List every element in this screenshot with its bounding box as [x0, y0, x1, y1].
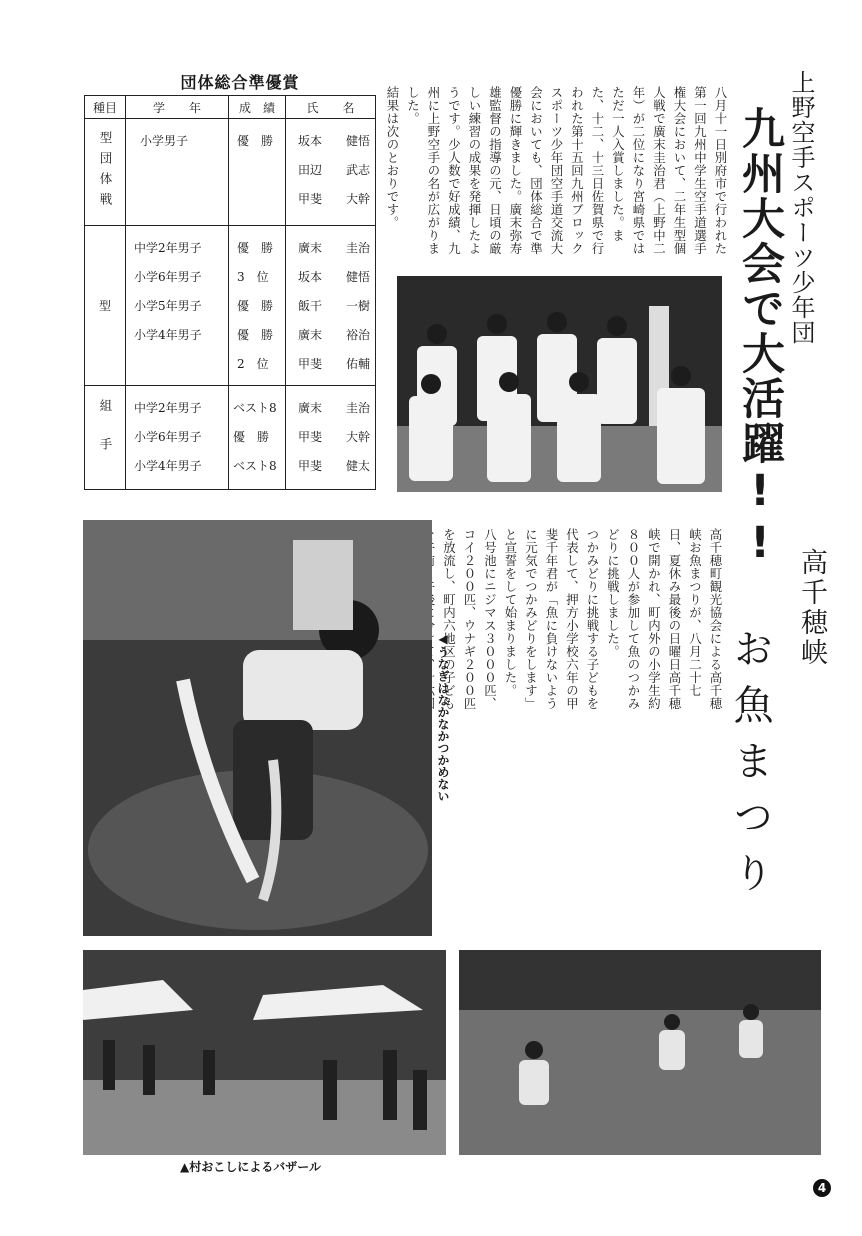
result-cell: 優 勝: [237, 299, 274, 313]
grade-cell: 小学6年男子: [134, 270, 202, 284]
name-cell: 田辺 武志: [298, 163, 371, 177]
category-label: 組手: [98, 399, 113, 476]
name-cell: 甲斐 佑輔: [298, 357, 371, 371]
name-cell: 廣末 圭治: [298, 401, 371, 415]
name-cell: 廣末 圭治: [298, 241, 371, 255]
grade-cell: 中学2年男子: [134, 241, 202, 255]
result-cell: 優 勝: [237, 328, 274, 342]
grade-cell: 小学男子: [140, 134, 189, 148]
result-cell: 3 位: [237, 270, 269, 284]
category-cell: [85, 119, 126, 226]
category-cell: [85, 226, 126, 386]
karate-team-photo: [397, 276, 722, 492]
fish-festival-body-a: [441, 528, 725, 721]
header-grade: 学 年: [126, 96, 229, 119]
header-name: 氏 名: [286, 96, 376, 119]
name-cell: 甲斐 健太: [298, 459, 371, 473]
category-label: 型団体戦: [98, 131, 113, 213]
category-cell: [85, 386, 126, 490]
name-cell: 飯干 一樹: [298, 299, 371, 313]
page-number: 4: [813, 1179, 831, 1197]
fish-festival-title: お魚まつり: [727, 628, 773, 908]
table-row: [85, 386, 376, 490]
bazaar-photo: [83, 950, 446, 1155]
grade-cell: 小学4年男子: [134, 328, 202, 342]
fish-festival-body: 高千穂町観光協会による高千穂峡お魚まつりが、八月二十七日、夏休み最後の日曜日高千穂峡で開かれ、町内外の小学生約８００人が参加して魚のつかみどりに挑戦しました。 つかみどりに挑戦する子どもを代表して、押方小学校六年の甲斐千年君が「魚に負けないように元気でつかみどりをします」と宣誓をして始まりました。 八号池にニジマス３０００匹、コイ２００匹、ウナギ２００匹を放流し、町内六地区の子ども: [441, 528, 723, 710]
table-row: [85, 226, 376, 386]
name-cell: 坂本 健悟: [298, 270, 371, 284]
table-header-row: [85, 96, 376, 119]
grade-cell: 小学5年男子: [134, 299, 202, 313]
name-cell: 坂本 健悟: [298, 134, 371, 148]
grade-cell: 小学6年男子: [134, 430, 202, 444]
header-result: 成 績: [229, 96, 286, 119]
karate-headline: 九州大会で大活躍!!: [735, 106, 785, 570]
name-cell: 廣末 裕治: [298, 328, 371, 342]
grade-cell: 中学2年男子: [134, 401, 202, 415]
karate-article-body: 八月十一日別府市で行われた第一回九州中学生空手道選手権大会において、二年生型個人戦で廣末圭治君（上野中二年）が二位になり宮崎県ではただ一人入賞しました。また、十二、十三日佐賀県で行われた第十五回九州ブロックスポーツ少年団空手道交流大会においても、団体総合で準優勝に輝きました。廣末弥寿雄監督の指導の元、日頃の厳しい練習の成果を発揮したようです。少人数で好成績、九州に上野空手の名が広がりました。 結果は次のとおりです。: [385, 86, 728, 255]
fish-catching-crowd-photo: [459, 950, 821, 1155]
result-cell: 2 位: [237, 357, 269, 371]
grade-cell: 小学4年男子: [134, 459, 202, 473]
karate-club-name: 上野空手スポーツ少年団: [787, 70, 815, 345]
result-cell: 優 勝: [233, 430, 270, 444]
grade-cell: [134, 350, 228, 379]
result-cell: 優 勝: [237, 241, 274, 255]
result-cell: 優 勝: [237, 134, 274, 148]
result-cell: ベスト8: [233, 459, 277, 473]
bazaar-photo-caption: ▲村おこしによるバザール: [180, 1160, 321, 1174]
fish-festival-place: 高千穂峡: [796, 548, 827, 668]
results-table-title: 団体総合準優賞: [180, 73, 300, 92]
category-label: 型: [98, 299, 111, 313]
name-cell: 甲斐 大幹: [298, 192, 371, 206]
name-cell: 甲斐 大幹: [298, 430, 371, 444]
results-table: [84, 95, 376, 490]
header-event: 種目: [85, 96, 126, 119]
table-row: [85, 119, 376, 226]
result-cell: ベスト8: [233, 401, 277, 415]
eel-catching-photo: [83, 520, 432, 936]
eel-photo-caption: ◀うなぎはなかなかつかめない: [436, 632, 450, 802]
